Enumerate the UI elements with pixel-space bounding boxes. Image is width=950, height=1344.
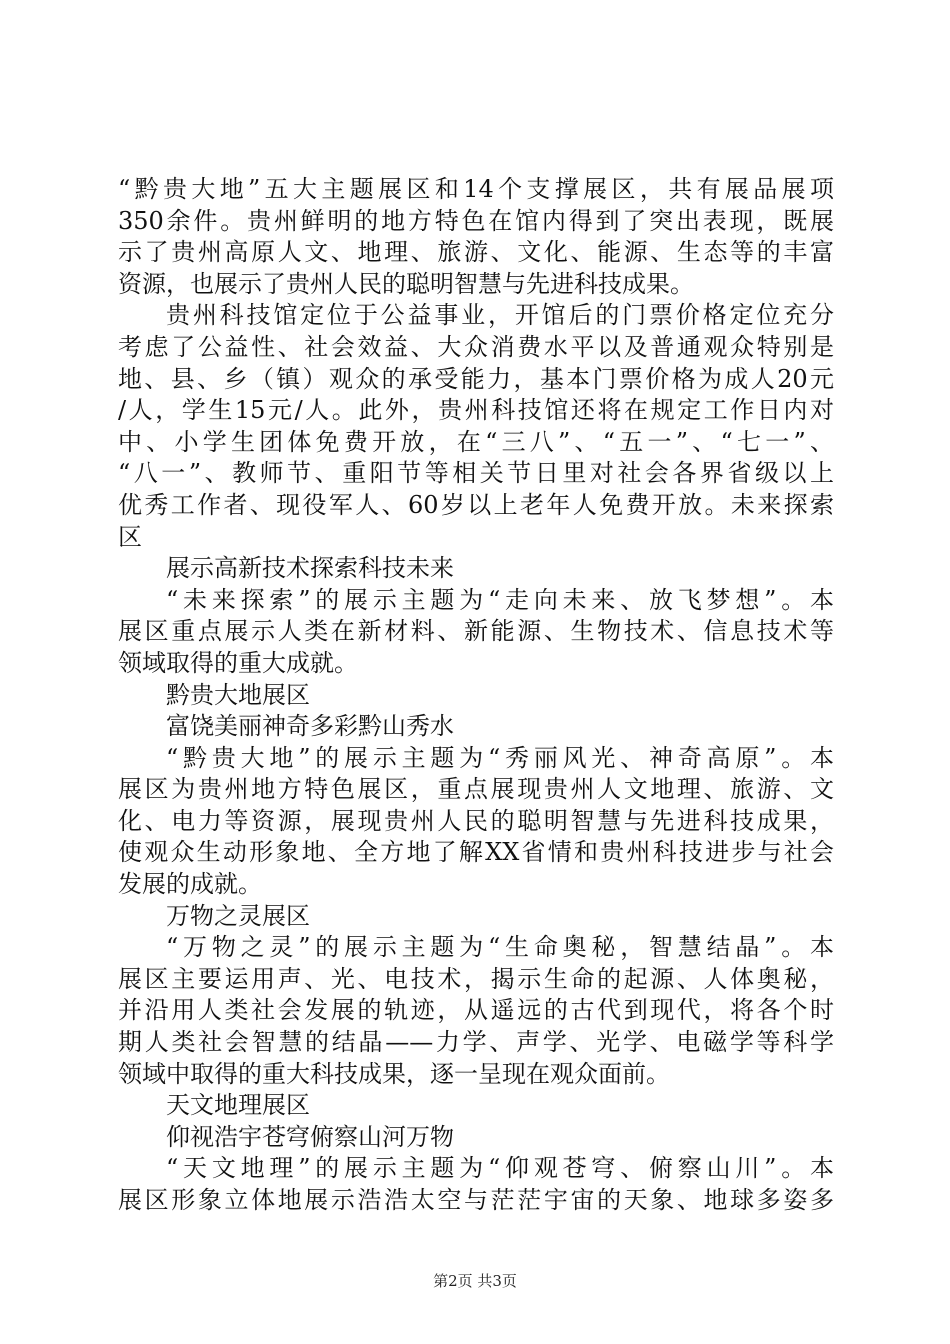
text-line: 350余件。贵州鲜明的地方特色在馆内得到了突出表现，既展 <box>118 206 834 235</box>
text-line: 展示高新技术探索科技未来 <box>166 554 454 583</box>
text-line: 发展的成就。 <box>118 870 262 899</box>
text-line: 中、小学生团体免费开放，在“三八”、“五一”、“七一”、 <box>118 427 834 456</box>
text-line: 领域中取得的重大科技成果，逐一呈现在观众面前。 <box>118 1059 670 1088</box>
document-body <box>118 174 834 1217</box>
text-line: “黔贵大地”五大主题展区和14个支撑展区，共有展品展项 <box>118 175 834 203</box>
text-line: 展区主要运用声、光、电技术，揭示生命的起源、人体奥秘， <box>118 964 834 993</box>
text-line: 优秀工作者、现役军人、60岁以上老年人免费开放。未来探索 <box>118 490 834 519</box>
page-footer: 第2页 共3页 <box>433 1272 517 1290</box>
text-line: 期人类社会智慧的结晶——力学、声学、光学、电磁学等科学 <box>118 1028 834 1057</box>
text-line: 并沿用人类社会发展的轨迹，从遥远的古代到现代，将各个时 <box>118 996 834 1025</box>
text-line: “未来探索”的展示主题为“走向未来、放飞梦想”。本 <box>166 585 834 614</box>
text-line: 仰视浩宇苍穹俯察山河万物 <box>166 1122 454 1151</box>
text-line: 化、电力等资源，展现贵州人民的聪明智慧与先进科技成果， <box>118 806 834 835</box>
text-line: 展区形象立体地展示浩浩太空与茫茫宇宙的天象、地球多姿多 <box>118 1186 834 1214</box>
text-line: “黔贵大地”的展示主题为“秀丽风光、神奇高原”。本 <box>166 743 834 772</box>
text-line: 考虑了公益性、社会效益、大众消费水平以及普通观众特别是 <box>118 332 834 361</box>
text-line: 天文地理展区 <box>166 1091 310 1120</box>
text-line: 万物之灵展区 <box>166 901 310 930</box>
text-line: 展区为贵州地方特色展区，重点展现贵州人文地理、旅游、文 <box>118 775 834 804</box>
text-line: 使观众生动形象地、全方地了解XX省情和贵州科技进步与社会 <box>118 838 834 867</box>
text-line: 区 <box>118 522 142 551</box>
text-line: 资源，也展示了贵州人民的聪明智慧与先进科技成果。 <box>118 269 694 298</box>
text-line: “天文地理”的展示主题为“仰观苍穹、俯察山川”。本 <box>166 1154 834 1183</box>
text-line: 示了贵州高原人文、地理、旅游、文化、能源、生态等的丰富 <box>118 238 834 267</box>
text-line: “八一”、教师节、重阳节等相关节日里对社会各界省级以上 <box>118 459 834 488</box>
text-line: 富饶美丽神奇多彩黔山秀水 <box>166 712 454 741</box>
text-line: 展区重点展示人类在新材料、新能源、生物技术、信息技术等 <box>118 617 834 646</box>
text-line: 黔贵大地展区 <box>166 680 310 709</box>
text-line: /人，学生15元/人。此外，贵州科技馆还将在规定工作日内对 <box>118 396 834 425</box>
text-line: 贵州科技馆定位于公益事业，开馆后的门票价格定位充分 <box>166 301 834 330</box>
text-line: 地、县、乡（镇）观众的承受能力，基本门票价格为成人20元 <box>118 364 834 393</box>
text-line: 领域取得的重大成就。 <box>118 648 358 677</box>
text-line: “万物之灵”的展示主题为“生命奥秘，智慧结晶”。本 <box>166 933 834 962</box>
